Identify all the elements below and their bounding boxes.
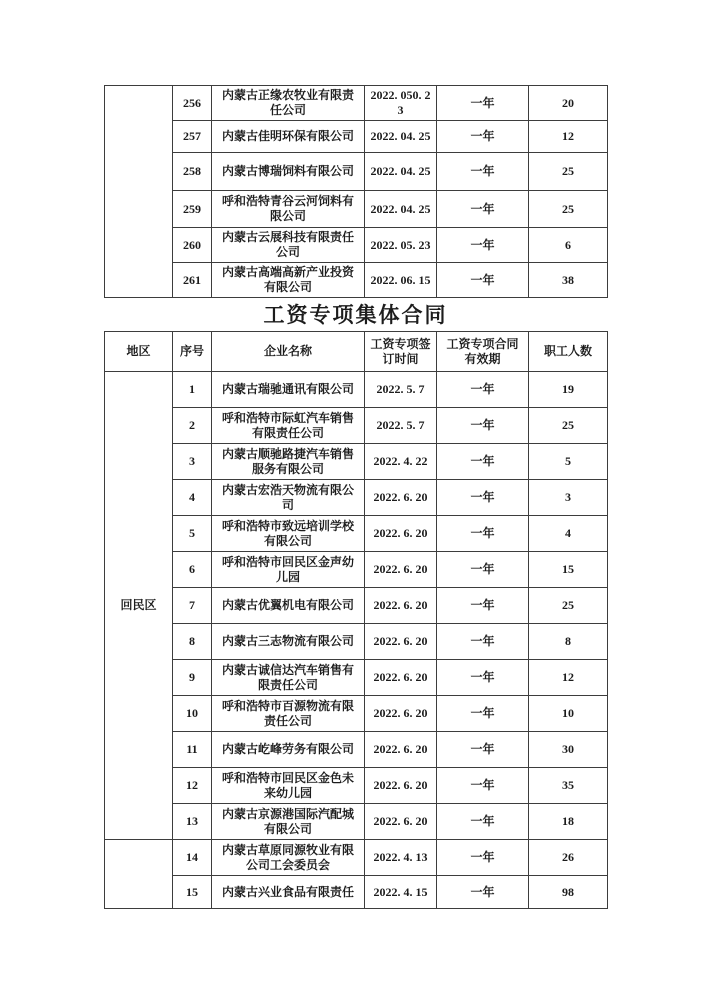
term-cell: 一年 <box>437 804 529 840</box>
term-cell: 一年 <box>437 228 529 263</box>
seq-cell: 258 <box>173 153 212 191</box>
table-row <box>105 263 608 298</box>
sign-date-cell: 2022. 6. 20 <box>365 660 437 696</box>
sign-date-cell: 2022. 6. 20 <box>365 768 437 804</box>
table-row <box>105 480 608 516</box>
term-cell: 一年 <box>437 588 529 624</box>
sign-date-cell: 2022. 6. 20 <box>365 696 437 732</box>
term-cell: 一年 <box>437 480 529 516</box>
table-row <box>105 876 608 909</box>
seq-cell: 8 <box>173 624 212 660</box>
employees-cell: 10 <box>529 696 608 732</box>
seq-cell: 15 <box>173 876 212 909</box>
table-row <box>105 408 608 444</box>
seq-cell: 4 <box>173 480 212 516</box>
company-cell: 内蒙古高端高新产业投资有限公司 <box>212 263 365 298</box>
employees-cell: 35 <box>529 768 608 804</box>
table-row <box>105 372 608 408</box>
company-cell: 呼和浩特市回民区金色未来幼儿园 <box>212 768 365 804</box>
term-cell: 一年 <box>437 516 529 552</box>
sign-date-cell: 2022. 04. 25 <box>365 191 437 228</box>
employees-cell: 26 <box>529 840 608 876</box>
table-row <box>105 588 608 624</box>
seq-cell: 14 <box>173 840 212 876</box>
company-cell: 呼和浩特市回民区金声幼儿园 <box>212 552 365 588</box>
continuation-table <box>104 85 608 298</box>
seq-cell: 2 <box>173 408 212 444</box>
header-term: 工资专项合同有效期 <box>437 332 529 372</box>
employees-cell: 12 <box>529 660 608 696</box>
seq-cell: 7 <box>173 588 212 624</box>
term-cell: 一年 <box>437 372 529 408</box>
sign-date-cell: 2022. 04. 25 <box>365 153 437 191</box>
table-row <box>105 444 608 480</box>
company-cell: 内蒙古三志物流有限公司 <box>212 624 365 660</box>
region-cell <box>105 86 173 298</box>
company-cell: 内蒙古草原同源牧业有限公司工会委员会 <box>212 840 365 876</box>
company-cell: 内蒙古云展科技有限责任公司 <box>212 228 365 263</box>
sign-date-cell: 2022. 6. 20 <box>365 732 437 768</box>
term-cell: 一年 <box>437 191 529 228</box>
header-employees: 职工人数 <box>529 332 608 372</box>
sign-date-cell: 2022. 5. 7 <box>365 372 437 408</box>
region-cell <box>105 840 173 909</box>
employees-cell: 4 <box>529 516 608 552</box>
region-cell: 回民区 <box>105 372 173 840</box>
table-row <box>105 624 608 660</box>
sign-date-cell: 2022. 6. 20 <box>365 516 437 552</box>
company-cell: 呼和浩特市百源物流有限责任公司 <box>212 696 365 732</box>
table-row <box>105 804 608 840</box>
company-cell: 内蒙古顺驰路捷汽车销售服务有限公司 <box>212 444 365 480</box>
document-content <box>104 85 607 909</box>
seq-cell: 256 <box>173 86 212 121</box>
sign-date-cell: 2022. 6. 20 <box>365 552 437 588</box>
term-cell: 一年 <box>437 732 529 768</box>
sign-date-cell: 2022. 5. 7 <box>365 408 437 444</box>
company-cell: 内蒙古博瑞饲料有限公司 <box>212 153 365 191</box>
company-cell: 呼和浩特青谷云河饲料有限公司 <box>212 191 365 228</box>
term-cell: 一年 <box>437 263 529 298</box>
table-row <box>105 840 608 876</box>
seq-cell: 13 <box>173 804 212 840</box>
sign-date-cell: 2022. 4. 22 <box>365 444 437 480</box>
company-cell: 呼和浩特市致远培训学校有限公司 <box>212 516 365 552</box>
term-cell: 一年 <box>437 153 529 191</box>
table-row <box>105 696 608 732</box>
company-cell: 内蒙古京源港国际汽配城有限公司 <box>212 804 365 840</box>
employees-cell: 18 <box>529 804 608 840</box>
table-row <box>105 191 608 228</box>
company-cell: 内蒙古瑞驰通讯有限公司 <box>212 372 365 408</box>
sign-date-cell: 2022. 4. 13 <box>365 840 437 876</box>
table-row <box>105 516 608 552</box>
header-company: 企业名称 <box>212 332 365 372</box>
employees-cell: 25 <box>529 191 608 228</box>
employees-cell: 19 <box>529 372 608 408</box>
sign-date-cell: 2022. 05. 23 <box>365 228 437 263</box>
employees-cell: 20 <box>529 86 608 121</box>
term-cell: 一年 <box>437 86 529 121</box>
term-cell: 一年 <box>437 624 529 660</box>
table-row <box>105 732 608 768</box>
employees-cell: 6 <box>529 228 608 263</box>
employees-cell: 25 <box>529 153 608 191</box>
seq-cell: 257 <box>173 121 212 153</box>
sign-date-cell: 2022. 6. 20 <box>365 804 437 840</box>
employees-cell: 15 <box>529 552 608 588</box>
header-seq: 序号 <box>173 332 212 372</box>
company-cell: 内蒙古佳明环保有限公司 <box>212 121 365 153</box>
header-sign-date: 工资专项签订时间 <box>365 332 437 372</box>
seq-cell: 261 <box>173 263 212 298</box>
company-cell: 内蒙古宏浩天物流有限公司 <box>212 480 365 516</box>
sign-date-cell: 2022. 050. 23 <box>365 86 437 121</box>
company-cell: 内蒙古优翼机电有限公司 <box>212 588 365 624</box>
seq-cell: 5 <box>173 516 212 552</box>
seq-cell: 6 <box>173 552 212 588</box>
company-cell: 内蒙古兴业食品有限责任 <box>212 876 365 909</box>
employees-cell: 8 <box>529 624 608 660</box>
seq-cell: 259 <box>173 191 212 228</box>
seq-cell: 10 <box>173 696 212 732</box>
seq-cell: 12 <box>173 768 212 804</box>
table-row <box>105 121 608 153</box>
seq-cell: 9 <box>173 660 212 696</box>
seq-cell: 3 <box>173 444 212 480</box>
term-cell: 一年 <box>437 696 529 732</box>
employees-cell: 3 <box>529 480 608 516</box>
employees-cell: 25 <box>529 588 608 624</box>
company-cell: 内蒙古正缘农牧业有限责任公司 <box>212 86 365 121</box>
term-cell: 一年 <box>437 121 529 153</box>
table-row <box>105 86 608 121</box>
sign-date-cell: 2022. 4. 15 <box>365 876 437 909</box>
sign-date-cell: 2022. 6. 20 <box>365 624 437 660</box>
table-row <box>105 768 608 804</box>
page-title: 工资专项集体合同 <box>263 303 448 327</box>
term-cell: 一年 <box>437 768 529 804</box>
company-cell: 内蒙古诚信达汽车销售有限责任公司 <box>212 660 365 696</box>
seq-cell: 11 <box>173 732 212 768</box>
employees-cell: 30 <box>529 732 608 768</box>
header-region: 地区 <box>105 332 173 372</box>
table-row <box>105 228 608 263</box>
sign-date-cell: 2022. 6. 20 <box>365 588 437 624</box>
employees-cell: 98 <box>529 876 608 909</box>
seq-cell: 1 <box>173 372 212 408</box>
sign-date-cell: 2022. 04. 25 <box>365 121 437 153</box>
table-row <box>105 153 608 191</box>
table-row <box>105 552 608 588</box>
term-cell: 一年 <box>437 660 529 696</box>
sign-date-cell: 2022. 6. 20 <box>365 480 437 516</box>
employees-cell: 5 <box>529 444 608 480</box>
wage-contract-table <box>104 331 608 909</box>
employees-cell: 12 <box>529 121 608 153</box>
table-row <box>105 660 608 696</box>
employees-cell: 38 <box>529 263 608 298</box>
term-cell: 一年 <box>437 408 529 444</box>
term-cell: 一年 <box>437 444 529 480</box>
term-cell: 一年 <box>437 840 529 876</box>
term-cell: 一年 <box>437 876 529 909</box>
table-header-row <box>105 332 608 372</box>
company-cell: 呼和浩特市际虹汽车销售有限责任公司 <box>212 408 365 444</box>
sign-date-cell: 2022. 06. 15 <box>365 263 437 298</box>
term-cell: 一年 <box>437 552 529 588</box>
seq-cell: 260 <box>173 228 212 263</box>
company-cell: 内蒙古屹峰劳务有限公司 <box>212 732 365 768</box>
employees-cell: 25 <box>529 408 608 444</box>
